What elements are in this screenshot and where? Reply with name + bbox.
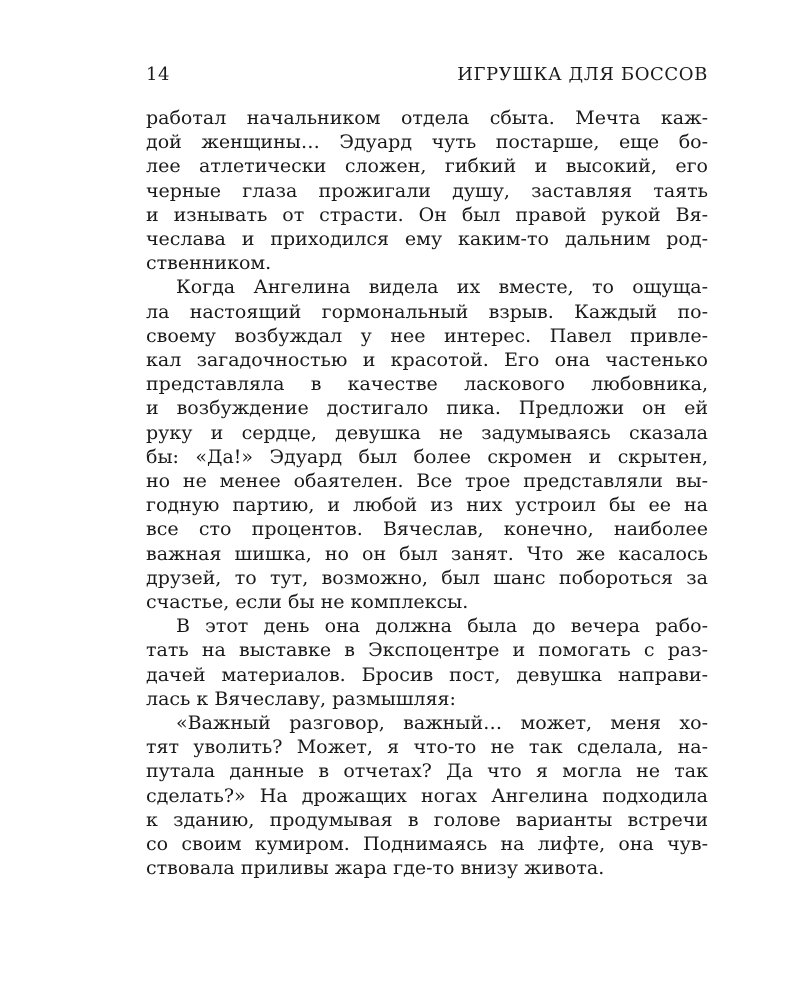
text-line: тят уволить? Может, я что-то не так сделала, на- [146,736,708,759]
text-line: ла настоящий гормональный взрыв. Каждый по- [146,300,708,323]
text-line: бы: «Да!» Эдуард был более скромен и скрытен, [146,445,708,468]
text-line: ствовала приливы жара где-то внизу живота. [146,857,605,880]
text-line: «Важный разговор, важный… может, меня хо- [176,712,708,735]
text-line: дой женщины… Эдуард чуть постарше, еще бо- [146,131,708,154]
text-line: путала данные в отчетах? Да что я могла не так [146,760,708,783]
text-line: к зданию, продумывая в голове варианты встречи [146,808,708,831]
text-line: руку и сердце, девушка не задумываясь сказала [146,421,708,444]
text-line: годную партию, и любой из них устроил бы ее на [146,494,708,517]
text-line: сделать?» На дрожащих ногах Ангелина подходила [146,784,708,807]
body-text [146,106,708,881]
text-line: кал загадочностью и красотой. Его она частенько [146,349,708,372]
text-line: черные глаза прожигали душу, заставляя таять [146,179,708,202]
text-line: лась к Вячеславу, размышляя: [146,687,456,710]
text-line: представляла в качестве ласкового любовника, [146,373,708,396]
page-number: 14 [146,64,170,85]
text-line: чеслава и приходился ему каким-то дальним род- [146,228,708,251]
text-line: лее атлетически сложен, гибкий и высокий, его [146,155,708,178]
text-line: В этот день она должна была до вечера рабо- [176,615,708,638]
running-title: ИГРУШКА ДЛЯ БОССОВ [457,64,708,85]
text-line: счастье, если бы не комплексы. [146,591,469,614]
text-line: ственником. [146,252,272,275]
text-line: друзей, то тут, возможно, был шанс побороться за [146,566,708,589]
text-line: со своим кумиром. Поднимаясь на лифте, она чув- [146,833,708,856]
text-line: и изнывать от страсти. Он был правой рукой Вя- [146,203,708,226]
text-line: но не менее обаятелен. Все трое представляли вы- [146,470,708,493]
text-line: работал начальником отдела сбыта. Мечта каж- [146,107,708,129]
text-line: все сто процентов. Вячеслав, конечно, наиболее [146,518,708,541]
text-line: Когда Ангелина видела их вместе, то ощуща- [176,276,708,299]
running-header [146,64,708,98]
text-line: дачей материалов. Бросив пост, девушка направи- [146,663,708,686]
book-page [146,64,708,881]
text-line: и возбуждение достигало пика. Предложи он ей [146,397,708,420]
text-line: своему возбуждал у нее интерес. Павел привле- [146,324,708,347]
text-line: важная шишка, но он был занят. Что же касалось [146,542,708,565]
text-line: тать на выставке в Экспоцентре и помогать с раз- [146,639,708,662]
